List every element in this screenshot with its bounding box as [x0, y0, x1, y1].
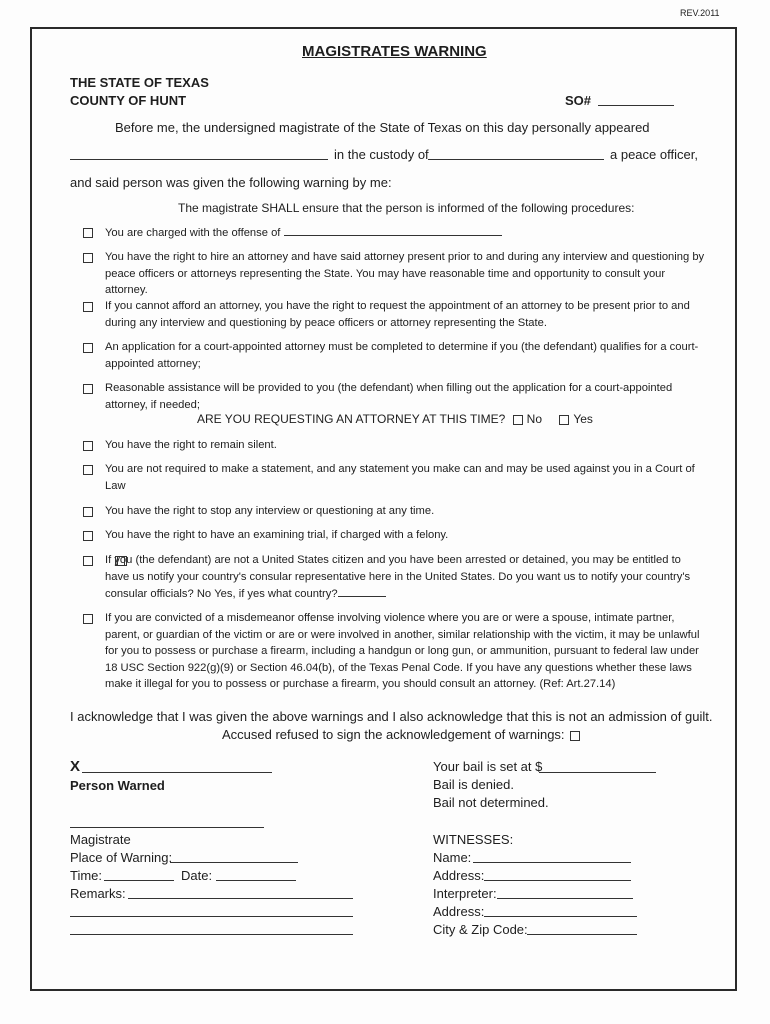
remarks-label: Remarks:	[70, 886, 126, 901]
interpreter-label: Interpreter:	[433, 886, 497, 901]
person-warned-label: Person Warned	[70, 778, 165, 793]
item-text: If you (the defendant) are not a United States citizen and you have been arrested or detained, you may be entitled to have us notify your country's consular representative here in the United States. Do you want us to notify your country's consular officials?	[105, 554, 691, 600]
place-of-warning-field[interactable]	[170, 862, 298, 863]
city-zip-label: City & Zip Code:	[433, 922, 528, 937]
item-text: You have the right to stop any interview or questioning at any time.	[105, 505, 435, 517]
time-field[interactable]	[104, 880, 174, 881]
witness-name-field[interactable]	[473, 862, 631, 863]
checkbox[interactable]	[83, 556, 93, 566]
item-text: You have the right to have an examining trial, if charged with a felony.	[105, 529, 449, 541]
witness-address-label: Address:	[433, 868, 485, 883]
consular-yes-checkbox[interactable]	[115, 556, 125, 566]
item-text: You have the right to remain silent.	[105, 439, 277, 451]
attorney-question-text: ARE YOU REQUESTING AN ATTORNEY AT THIS TIME?	[197, 412, 506, 426]
intro-text: Before me, the undersigned magistrate of the State of Texas on this day personally appeared	[115, 120, 650, 135]
checkbox[interactable]	[83, 531, 93, 541]
form-title: MAGISTRATES WARNING	[302, 43, 487, 60]
country-field[interactable]	[338, 585, 386, 597]
consular-yes-label: Yes, if yes what country?	[214, 588, 338, 600]
date-label: Date:	[181, 868, 213, 883]
remarks-field-1[interactable]	[128, 898, 353, 899]
state-label: THE STATE OF TEXAS	[70, 75, 209, 90]
attorney-yes-label: Yes	[573, 412, 593, 426]
item-text: An application for a court-appointed attorney must be completed to determine if you (the defendant) qualifies for a court-appointed attorney;	[105, 341, 699, 370]
refused-statement	[222, 727, 584, 742]
checkbox[interactable]	[83, 253, 93, 263]
attorney-no-checkbox[interactable]	[513, 415, 523, 425]
bail-amount-field[interactable]	[539, 772, 656, 773]
checkbox[interactable]	[83, 465, 93, 475]
item-text: You have the right to hire an attorney and have said attorney present prior to and during any interview and questioning by peace officers or attorneys representing the State. You may have reasonable time and opportunity to consult your attorney.	[105, 251, 705, 296]
checkbox[interactable]	[83, 614, 93, 624]
remarks-field-3[interactable]	[70, 934, 353, 935]
interpreter-address-field[interactable]	[484, 916, 637, 917]
witness-name-label: Name:	[433, 850, 472, 865]
warning-intro-text: and said person was given the following warning by me:	[70, 175, 392, 190]
refused-checkbox[interactable]	[570, 731, 580, 741]
date-field[interactable]	[216, 880, 296, 881]
revision-label: REV.2011	[680, 8, 720, 18]
procedures-heading: The magistrate SHALL ensure that the person is informed of the following procedures:	[178, 201, 635, 215]
person-warned-signature-field[interactable]	[82, 772, 272, 773]
checkbox[interactable]	[83, 228, 93, 238]
city-zip-field[interactable]	[527, 934, 637, 935]
bail-denied-option: Bail is denied.	[433, 777, 514, 792]
witnesses-label: WITNESSES:	[433, 832, 514, 847]
place-of-warning-label: Place of Warning:	[70, 850, 173, 865]
checkbox[interactable]	[83, 441, 93, 451]
so-number-field[interactable]	[598, 105, 674, 106]
magistrate-signature-field[interactable]	[70, 827, 264, 828]
attorney-no-label: No	[526, 412, 542, 426]
item-text: If you cannot afford an attorney, you have the right to request the appointment of an attorney to be present prior to and during any interview and questioning by peace officers or attorney representing the State.	[105, 300, 690, 329]
refused-text: Accused refused to sign the acknowledgement of warnings:	[222, 727, 565, 742]
item-text: Reasonable assistance will be provided to you (the defendant) when filling out the application for a court-appointed attorney, if needed;	[105, 382, 673, 411]
attorney-yes-checkbox[interactable]	[559, 415, 569, 425]
person-name-field[interactable]	[70, 159, 328, 160]
time-label: Time:	[70, 868, 103, 883]
item-text: You are charged with the offense of	[105, 227, 281, 239]
interpreter-address-label: Address:	[433, 904, 485, 919]
county-label: COUNTY OF HUNT	[70, 93, 187, 108]
item-text: You are not required to make a statement, and any statement you make can and may be used against you in a Court of Law	[105, 463, 695, 492]
so-number-label: SO#	[565, 93, 592, 108]
bail-set-label: Your bail is set at $	[433, 759, 543, 774]
peace-officer-label: a peace officer,	[610, 147, 698, 162]
checkbox[interactable]	[83, 384, 93, 394]
checkbox[interactable]	[83, 343, 93, 353]
officer-name-field[interactable]	[428, 159, 604, 160]
offense-field[interactable]	[284, 224, 502, 236]
witness-address-field[interactable]	[484, 880, 631, 881]
attorney-question	[197, 412, 593, 426]
magistrate-label: Magistrate	[70, 832, 131, 847]
checkbox[interactable]	[83, 302, 93, 312]
checkbox[interactable]	[83, 507, 93, 517]
consular-no-label: No	[196, 588, 212, 600]
signature-x-mark: X	[70, 758, 81, 775]
item-text: If you are convicted of a misdemeanor offense involving violence where you are or were a spouse, intimate partner, parent, or guardian of the victim or are or were involved in another, similar relationship with the victim, it may be unlawful for you to possess or purchase a firearm, including a handgun or long gun, or ammunition, pursuant to federal law under 18 USC Section 922(g)(9) or Section 46.04(b), of the Texas Penal Code. If you have any questions whether these laws make it illegal for you to possess or purchase a firearm, you should consult an attorney. (Ref: Art.27.14)	[105, 612, 700, 690]
acknowledgement-text: I acknowledge that I was given the above warnings and I also acknowledge that this is not an admission of guilt.	[70, 709, 713, 724]
interpreter-field[interactable]	[497, 898, 633, 899]
remarks-field-2[interactable]	[70, 916, 353, 917]
bail-not-determined-option: Bail not determined.	[433, 795, 549, 810]
custody-label: in the custody of	[334, 147, 429, 162]
